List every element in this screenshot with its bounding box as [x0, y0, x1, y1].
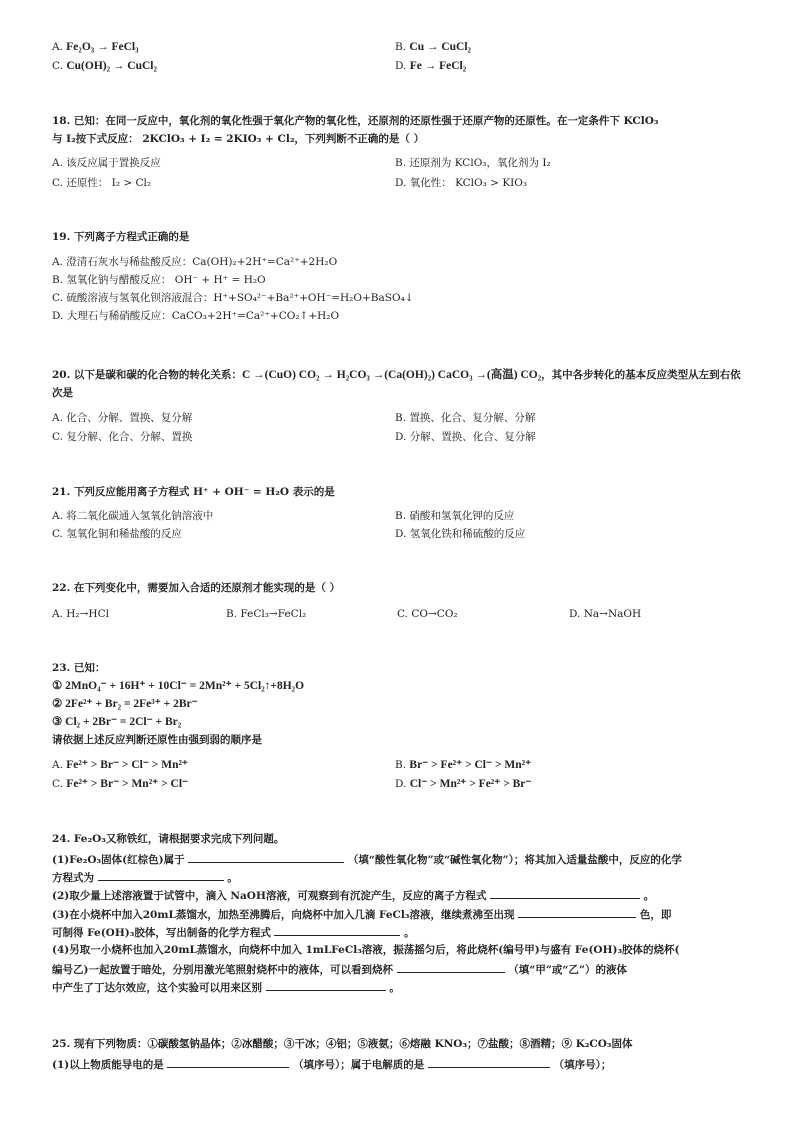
q24-part1-line2: 方程式为 。	[52, 869, 238, 885]
q24-blank-1[interactable]	[188, 851, 344, 863]
q22-option-d[interactable]: D. Na→NaOH	[569, 608, 642, 620]
q23-equation-3: ③ Cl₂ + 2Br⁻ = 2Cl⁻ + Br₂	[52, 716, 182, 728]
q18-option-c[interactable]: C. 还原性： I₂ > Cl₂	[52, 177, 152, 189]
q20-option-b[interactable]: B. 置换、化合、复分解、分解	[395, 412, 536, 424]
q25-blank-2[interactable]	[428, 1056, 550, 1068]
q24-part3-line2: 可制得 Fe(OH)₃胶体，写出制备的化学方程式 。	[52, 924, 415, 940]
q24-blank-3[interactable]	[490, 887, 640, 899]
q25-blank-1[interactable]	[167, 1056, 289, 1068]
q18-option-d[interactable]: D. 氧化性： KClO₃ > KIO₃	[395, 177, 528, 189]
q21-option-c[interactable]: C. 氢氧化铜和稀盐酸的反应	[52, 528, 182, 540]
q24-blank-7[interactable]	[266, 979, 386, 991]
q17-option-d[interactable]: D. Fe → FeCl₂	[395, 60, 467, 72]
q18-stem-line1: 18. 已知：在同一反应中，氧化剂的氧化性强于氧化产物的氧化性，还原剂的还原性强于还原产物的还原性。在一定条件下 KClO₃	[52, 115, 659, 127]
q20-stem-line2: 次是	[52, 387, 73, 399]
q24-blank-4[interactable]	[518, 906, 636, 918]
q22-stem: 22. 在下列变化中，需要加入合适的还原剂才能实现的是（ ）	[52, 582, 341, 594]
q23-option-c[interactable]: C. Fe²⁺ > Br⁻ > Mn²⁺ > Cl⁻	[52, 778, 189, 790]
q24-part4-line3: 中产生了丁达尔效应，这个实验可以用来区别 。	[52, 979, 400, 995]
q21-stem: 21. 下列反应能用离子方程式 H⁺ + OH⁻ = H₂O 表示的是	[52, 486, 335, 498]
q19-option-b[interactable]: B. 氢氧化钠与醋酸反应： OH⁻ + H⁺ = H₂O	[52, 274, 266, 286]
q25-part1: (1)以上物质能导电的是 （填序号）；属于电解质的是 （填序号）；	[52, 1056, 611, 1072]
q17-option-a[interactable]: A. Fe₂O₃ → FeCl₃	[52, 41, 139, 53]
q23-option-d[interactable]: D. Cl⁻ > Mn²⁺ > Fe²⁺ > Br⁻	[395, 778, 532, 790]
q23-question: 请依据上述反应判断还原性由强到弱的顺序是	[52, 734, 262, 746]
q23-stem: 23. 已知：	[52, 662, 106, 674]
q22-option-c[interactable]: C. CO→CO₂	[397, 608, 458, 620]
q17-option-c[interactable]: C. Cu(OH)₂ → CuCl₂	[52, 60, 157, 72]
q23-equation-1: ① 2MnO₄⁻ + 16H⁺ + 10Cl⁻ = 2Mn²⁺ + 5Cl₂↑+8H₂O	[52, 680, 305, 692]
q18-option-a[interactable]: A. 该反应属于置换反应	[52, 157, 161, 169]
q23-option-b[interactable]: B. Br⁻ > Fe²⁺ > Cl⁻ > Mn²⁺	[395, 759, 532, 771]
q19-option-d[interactable]: D. 大理石与稀硝酸反应：CaCO₃+2H⁺=Ca²⁺+CO₂↑+H₂O	[52, 310, 340, 322]
q22-option-b[interactable]: B. FeCl₃→FeCl₂	[226, 608, 307, 620]
q24-stem: 24. Fe₂O₃又称铁红，请根据要求完成下列问题。	[52, 833, 285, 845]
q25-stem: 25. 现有下列物质：①碳酸氢钠晶体；②冰醋酸；③干冰；④铝；⑤液氨；⑥熔融 KNO₃；⑦盐酸；⑧酒精；⑨ K₂CO₃固体	[52, 1038, 633, 1050]
q17-option-b[interactable]: B. Cu → CuCl₂	[395, 41, 472, 53]
q19-stem: 19. 下列离子方程式正确的是	[52, 231, 190, 243]
q19-option-a[interactable]: A. 澄清石灰水与稀盐酸反应：Ca(OH)₂+2H⁺=Ca²⁺+2H₂O	[52, 256, 338, 268]
q19-option-c[interactable]: C. 硫酸溶液与氢氧化钡溶液混合：H⁺+SO₄²⁻+Ba²⁺+OH⁻=H₂O+BaSO₄↓	[52, 292, 414, 304]
q21-option-d[interactable]: D. 氢氧化铁和稀硫酸的反应	[395, 528, 526, 540]
q24-blank-6[interactable]	[397, 961, 505, 973]
q20-option-a[interactable]: A. 化合、分解、置换、复分解	[52, 412, 193, 424]
q20-option-d[interactable]: D. 分解、置换、化合、复分解	[395, 431, 536, 443]
q24-part3-line1: (3)在小烧杯中加入20mL蒸馏水，加热至沸腾后，向烧杯中加入几滴 FeCl₃溶液，继续煮沸至出现 色，即	[52, 906, 671, 922]
q20-option-c[interactable]: C. 复分解、化合、分解、置换	[52, 431, 193, 443]
q23-option-a[interactable]: A. Fe²⁺ > Br⁻ > Cl⁻ > Mn²⁺	[52, 759, 189, 771]
q20-stem-line1: 20. 以下是碳和碳的化合物的转化关系：C →(CuO) CO₂ → H₂CO₃ →(Ca(OH)₂) CaCO₃ →(高温) CO₂，其中各步转化的基本反应类型从左到右依	[52, 369, 741, 381]
q22-option-a[interactable]: A. H₂→HCl	[52, 608, 109, 620]
q24-part4-line1: (4)另取一小烧杯也加入20mL蒸馏水，向烧杯中加入 1mLFeCl₃溶液，振荡摇匀后，将此烧杯(编号甲)与盛有 Fe(OH)₃胶体的烧杯(	[52, 944, 680, 956]
q21-option-a[interactable]: A. 将二氧化碳通入氢氧化钠溶液中	[52, 510, 214, 522]
q21-option-b[interactable]: B. 硝酸和氢氧化钾的反应	[395, 510, 515, 522]
q24-blank-2[interactable]	[98, 869, 224, 881]
q18-stem-line2: 与 I₂按下式反应： 2KClO₃ + I₂ = 2KIO₃ + Cl₂，下列判断不正确的是（ ）	[52, 133, 425, 145]
q24-part2: (2)取少量上述溶液置于试管中，滴入 NaOH溶液，可观察到有沉淀产生，反应的离子方程式 。	[52, 887, 654, 903]
q18-option-b[interactable]: B. 还原剂为 KClO₃，氧化剂为 I₂	[395, 157, 551, 169]
q24-part4-line2: 编号乙)一起放置于暗处，分别用激光笔照射烧杯中的液体，可以看到烧杯 （填“甲”或“乙”）的液体	[52, 961, 627, 977]
q23-equation-2: ② 2Fe²⁺ + Br₂ = 2Fe³⁺ + 2Br⁻	[52, 698, 198, 710]
q24-blank-5[interactable]	[274, 924, 400, 936]
q24-part1-line1: (1)Fe₂O₃固体(红棕色)属于 （填“酸性氧化物”或“碱性氧化物”）；将其加入适量盐酸中，反应的化学	[52, 851, 682, 867]
